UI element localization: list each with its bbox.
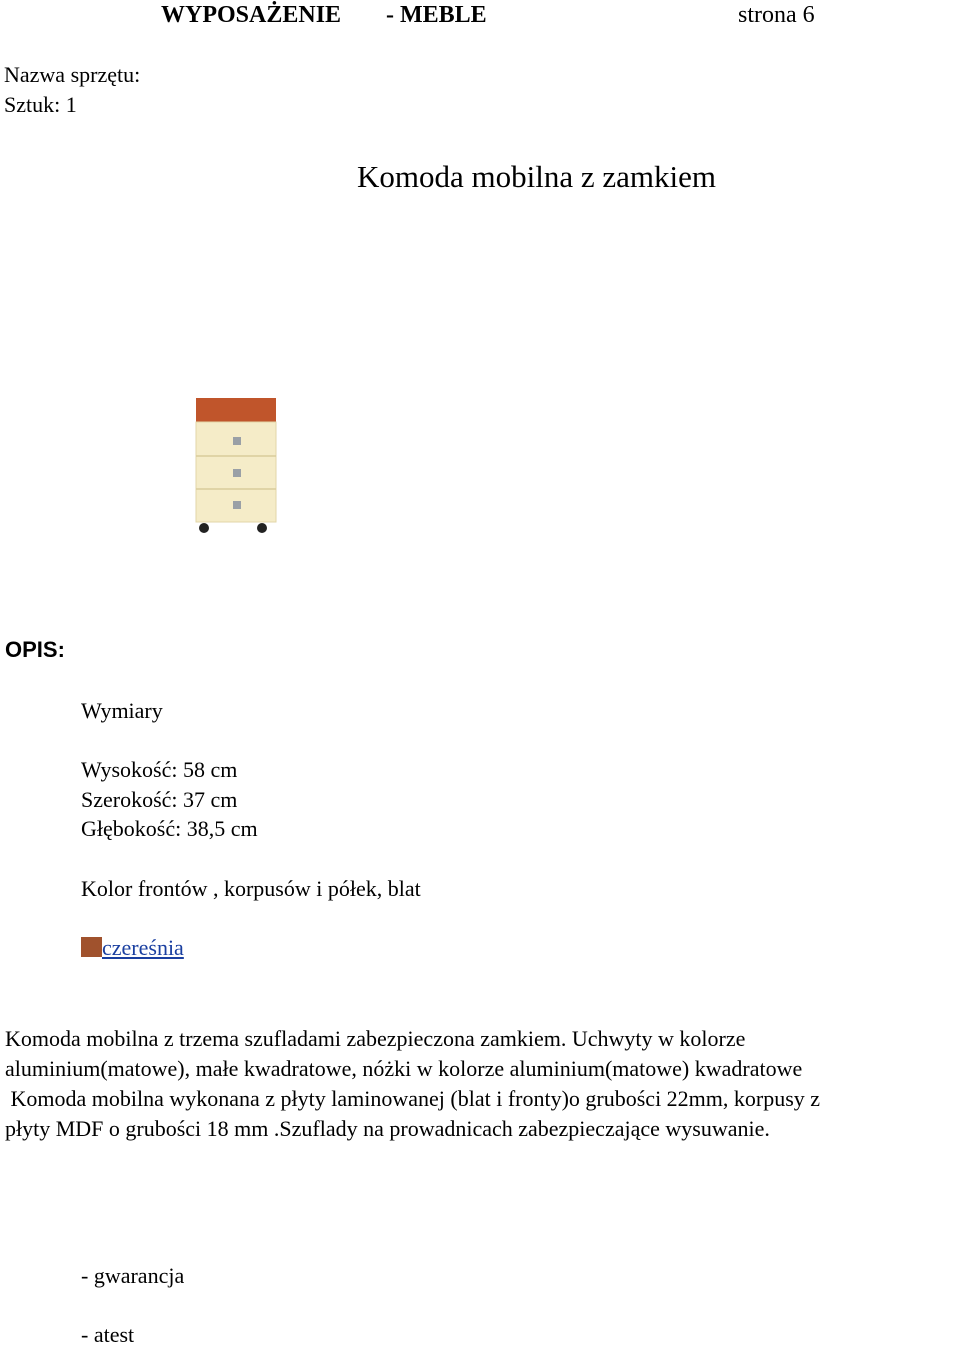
drawer-knob: [233, 437, 241, 445]
drawer-knob: [233, 501, 241, 509]
description-line: Komoda mobilna z trzema szufladami zabezpieczona zamkiem. Uchwyty w kolorze: [5, 1026, 746, 1051]
page-number: strona 6: [738, 2, 815, 28]
dimensions-heading: Wymiary: [81, 698, 163, 723]
quantity-label: Sztuk: 1: [4, 92, 77, 117]
product-image: [190, 395, 282, 537]
wheel: [257, 523, 267, 533]
height-value: Wysokość: 58 cm: [81, 757, 238, 782]
color-option: [81, 934, 184, 962]
color-link-czeresnia[interactable]: czereśnia: [102, 935, 184, 960]
depth-value: Głębokość: 38,5 cm: [81, 816, 258, 841]
product-title: Komoda mobilna z zamkiem: [357, 159, 716, 194]
color-swatch: [81, 937, 102, 957]
width-value: Szerokość: 37 cm: [81, 787, 238, 812]
certificate-item: - atest: [81, 1322, 135, 1347]
equipment-name-label: Nazwa sprzętu:: [4, 62, 141, 87]
description-line: płyty MDF o grubości 18 mm .Szuflady na prowadnicach zabezpieczające wysuwanie.: [5, 1116, 770, 1141]
section-title: WYPOSAŻENIE: [161, 2, 342, 28]
color-heading: Kolor frontów , korpusów i półek, blat: [81, 876, 421, 901]
wheel: [199, 523, 209, 533]
description-heading: OPIS:: [5, 637, 65, 662]
description-line: Komoda mobilna wykonana z płyty laminowanej (blat i fronty)o grubości 22mm, korpusy z: [5, 1086, 821, 1111]
product-description: [5, 1024, 960, 1144]
drawer-knob: [233, 469, 241, 477]
description-line: aluminium(matowe), małe kwadratowe, nóżki w kolorze aluminium(matowe) kwadratowe: [5, 1056, 803, 1081]
cabinet-top: [196, 398, 276, 422]
section-subtitle: - MEBLE: [386, 2, 487, 28]
warranty-item: - gwarancja: [81, 1263, 185, 1288]
